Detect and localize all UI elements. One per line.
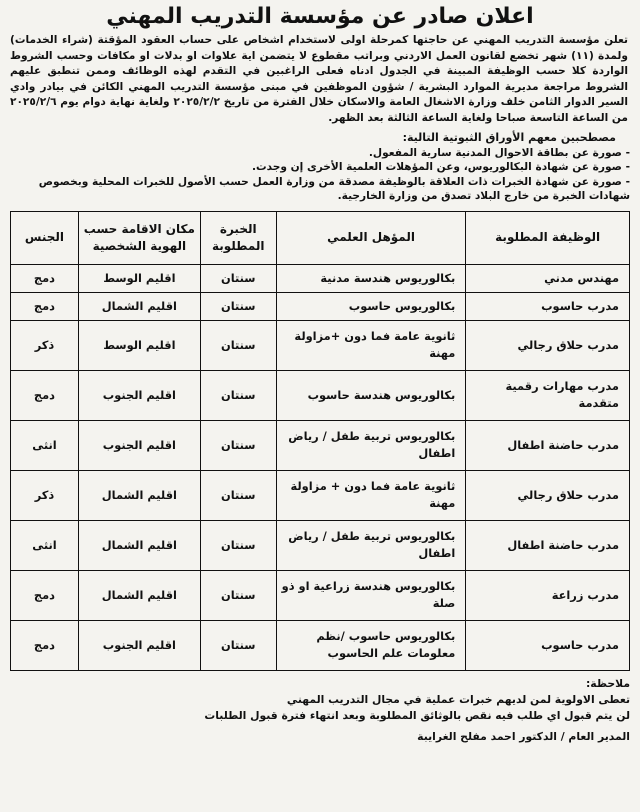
notes-section bbox=[8, 676, 630, 724]
notes-heading: ملاحظة: bbox=[585, 676, 630, 690]
cell-gender: انثى bbox=[11, 420, 79, 470]
signature: المدير العام / الدكتور احمد مفلح الغرايبة bbox=[417, 729, 630, 743]
cell-residence: اقليم الشمال bbox=[78, 520, 200, 570]
jobs-table bbox=[10, 211, 630, 671]
cell-qualification: بكالوريوس هندسة حاسوب bbox=[276, 370, 466, 420]
cell-qualification: ثانوية عامة فما دون +مزاولة مهنة bbox=[276, 320, 466, 370]
header-residence: مكان الاقامة حسب الهوية الشخصية bbox=[78, 211, 200, 264]
cell-experience: سنتان bbox=[200, 470, 276, 520]
note-item: لن يتم قبول اي طلب فيه نقص بالوثائق المطلوبة وبعد انتهاء فترة قبول الطلبات bbox=[204, 708, 630, 722]
cell-job: مدرب حاسوب bbox=[466, 620, 630, 670]
table-row bbox=[11, 320, 630, 370]
cell-job: مدرب حاضنة اطفال bbox=[466, 420, 630, 470]
document-item: - صورة عن بطاقة الاحوال المدنية سارية المفعول. bbox=[368, 146, 630, 159]
cell-experience: سنتان bbox=[200, 620, 276, 670]
cell-qualification: بكالوريوس هندسة زراعية او ذو صلة bbox=[276, 570, 466, 620]
cell-gender: دمج bbox=[11, 620, 79, 670]
cell-gender: دمج bbox=[11, 292, 79, 320]
cell-qualification: ثانوية عامة فما دون + مزاولة مهنة bbox=[276, 470, 466, 520]
cell-experience: سنتان bbox=[200, 264, 276, 292]
cell-experience: سنتان bbox=[200, 570, 276, 620]
cell-gender: انثى bbox=[11, 520, 79, 570]
cell-experience: سنتان bbox=[200, 370, 276, 420]
table-header-row bbox=[11, 211, 630, 264]
cell-qualification: بكالوريوس هندسة مدنية bbox=[276, 264, 466, 292]
documents-heading: مصطحبين معهم الأوراق الثبوتية التالية: bbox=[402, 130, 616, 144]
cell-qualification: بكالوريوس تربية طفل / رياض اطفال bbox=[276, 520, 466, 570]
cell-gender: ذكر bbox=[11, 470, 79, 520]
cell-job: مدرب حلاق رجالي bbox=[466, 470, 630, 520]
cell-residence: اقليم الوسط bbox=[78, 264, 200, 292]
table-row bbox=[11, 370, 630, 420]
cell-job: مدرب زراعة bbox=[466, 570, 630, 620]
table-row bbox=[11, 420, 630, 470]
table-row bbox=[11, 264, 630, 292]
cell-experience: سنتان bbox=[200, 320, 276, 370]
document-item: - صورة عن شهادة البكالوريوس، وعن المؤهلات العلمية الأخرى إن وجدت. bbox=[251, 161, 630, 174]
cell-residence: اقليم الجنوب bbox=[78, 620, 200, 670]
announcement-title: اعلان صادر عن مؤسسة التدريب المهني bbox=[106, 4, 534, 29]
cell-gender: دمج bbox=[11, 570, 79, 620]
cell-gender: دمج bbox=[11, 264, 79, 292]
cell-job: مهندس مدني bbox=[466, 264, 630, 292]
table-row bbox=[11, 292, 630, 320]
header-qualification: المؤهل العلمي bbox=[276, 211, 466, 264]
cell-job: مدرب حاسوب bbox=[466, 292, 630, 320]
document-item: - صورة عن شهادة الخبرات ذات العلاقة بالوظيفة مصدقة من وزارة العمل حسب الأصول للخبرات المحلية وبخصوص شهادات الخبرة من خارج البلاد تصدق من وزارة الخارجية. bbox=[38, 175, 630, 203]
cell-residence: اقليم الجنوب bbox=[78, 370, 200, 420]
cell-gender: ذكر bbox=[11, 320, 79, 370]
table-row bbox=[11, 620, 630, 670]
cell-job: مدرب مهارات رقمية متقدمة bbox=[466, 370, 630, 420]
table-row bbox=[11, 520, 630, 570]
cell-experience: سنتان bbox=[200, 520, 276, 570]
cell-residence: اقليم الشمال bbox=[78, 292, 200, 320]
note-item: تعطى الاولوية لمن لديهم خبرات عملية في مجال التدريب المهني bbox=[286, 692, 630, 706]
header-experience: الخبرة المطلوبة bbox=[200, 211, 276, 264]
cell-qualification: بكالوريوس تربية طفل / رياض اطفال bbox=[276, 420, 466, 470]
table-row bbox=[11, 470, 630, 520]
cell-residence: اقليم الشمال bbox=[78, 470, 200, 520]
cell-gender: دمج bbox=[11, 370, 79, 420]
cell-job: مدرب حلاق رجالي bbox=[466, 320, 630, 370]
cell-residence: اقليم الجنوب bbox=[78, 420, 200, 470]
cell-residence: اقليم الشمال bbox=[78, 570, 200, 620]
table-row bbox=[11, 570, 630, 620]
cell-experience: سنتان bbox=[200, 420, 276, 470]
intro-paragraph: تعلن مؤسسة التدريب المهني عن حاجتها كمرحلة اولى لاستخدام اشخاص على حساب العقود المؤقتة (شراء الخدمات) ولمدة (١١) شهر تخضع لقانون العمل الاردني وبراتب مقطوع لا يتضمن اية علاوات او بدلات او مكافات وحسب الشروط الواردة كلا حسب الوظيفة المبينة في الجدول ادناه فعلى الراغبين في التقدم لهذه الوظائف وممن تنطبق عليهم الشروط مراجعة مديرية الموارد البشرية / شؤون الموظفين في مبنى مؤسسة التدريب المهني الكائن في بيادر وادي السير الدوار الثامن خلف وزارة الاشغال العامة والاسكان خلال الفترة من تاريخ ٢٠٢٥/٢/٢ ولغاية نهاية دوام يوم ٢٠٢٥/٢/٦ من الساعة التاسعة صباحا ولغاية الساعة الثالثة بعد الظهر. bbox=[10, 34, 628, 124]
cell-experience: سنتان bbox=[200, 292, 276, 320]
header-job: الوظيفة المطلوبة bbox=[466, 211, 630, 264]
header-gender: الجنس bbox=[11, 211, 79, 264]
announcement-page bbox=[8, 4, 632, 802]
cell-qualification: بكالوريوس حاسوب bbox=[276, 292, 466, 320]
cell-job: مدرب حاضنة اطفال bbox=[466, 520, 630, 570]
cell-residence: اقليم الوسط bbox=[78, 320, 200, 370]
cell-qualification: بكالوريوس حاسوب /نظم معلومات علم الحاسوب bbox=[276, 620, 466, 670]
